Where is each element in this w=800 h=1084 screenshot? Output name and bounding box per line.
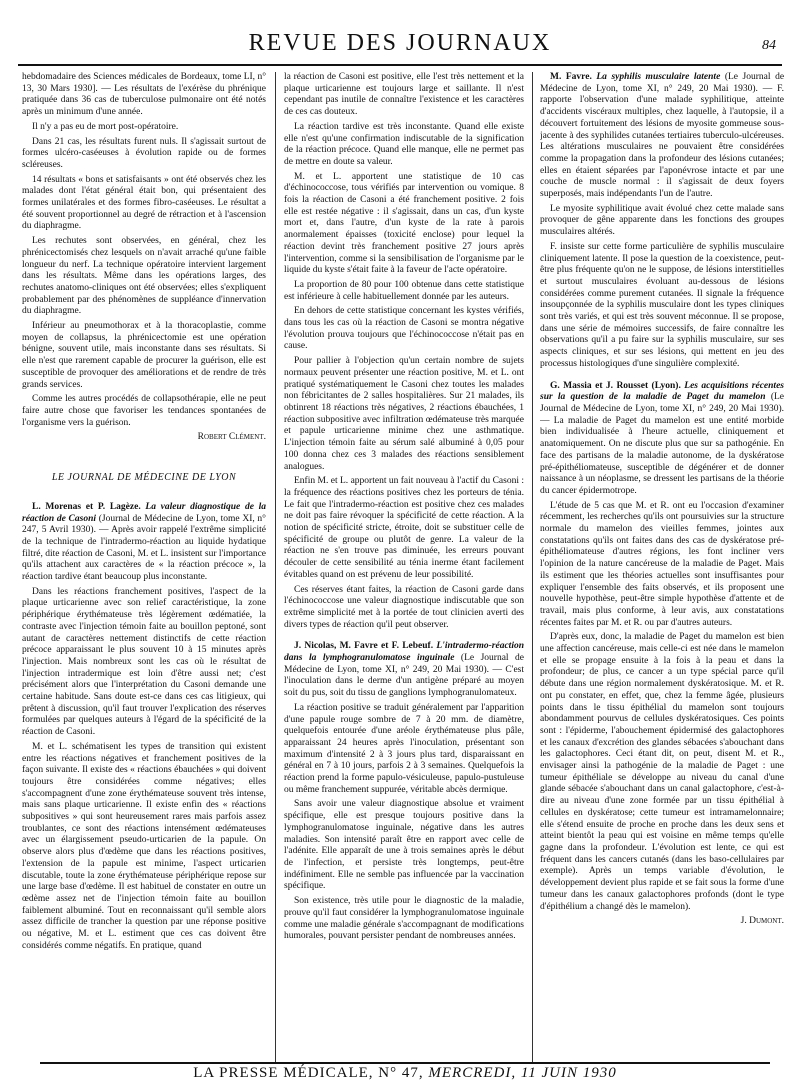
paragraph: M. et L. apportent une statistique de 10 cas d'échinococcose, tous vérifiés par intervention ou vomique. 8 fois la réaction de Casoni a été franchement positive. 2 fois elle est restée négative : il s'agissait, dans un cas, d'un kyste mort et, dans l'autre, d'un kyste de la rate à parois anormalement épaisses (toxicité enclose) pour lequel la réaction devint très franchement positive 27 jours après l'intervention, comme si la sensibilisation de l'organisme par le liquide du kyste s'était faite à la faveur de l'acte opératoire.: [284, 171, 524, 276]
article-title: La valeur diagnostique de la réaction de Casoni: [22, 501, 266, 524]
paragraph: Dans les réactions franchement positives, l'aspect de la plaque urticarienne avec son relief caractéristique, la zone périphérique érythémateuse très légèrement œdématiée, la contraste avec l'injection témoin faite au bouillon peptoné, sont autant de caractères nettement distinctifs de cette réaction précoce apparaissant le plus souvent 10 à 15 minutes après l'injection. Mais nombreux sont les cas où le résultat de l'injection intradermique est loin d'être aussi net; c'est précisément alors que l'interprétation du Casoni demande une certaine habitude. Sans doute est-ce dans ces cas litigieux, qui prêtent à discussion, qu'il faut trouver l'explication des réserves formulées par quelques auteurs à l'égard de la spécificité de la réaction de Casoni.: [22, 586, 266, 738]
paragraph: 14 résultats « bons et satisfaisants » ont été observés chez les malades dont l'état général était bon, qui présentaient des formes unilatérales et des formes fibro-caséeuses. Le résultat a été souvent proportionnel au degré de rétraction et à l'ascension du diaphragme.: [22, 174, 266, 232]
paragraph: Dans 21 cas, les résultats furent nuls. Il s'agissait surtout de formes ulcéro-caséeuses à évolution rapide ou de formes scléreuses.: [22, 136, 266, 170]
column-rule: [275, 72, 276, 1062]
page-number: 84: [762, 38, 776, 53]
paragraph: Inférieur au pneumothorax et à la thoracoplastie, comme moyen de collapsus, la phrénicectomie est une opération bénigne, souvent utile, mais inconstante dans ses résultats. Si elle n'est que rarement capable de procurer la guérison, elle est susceptible de provoquer des améliorations et de rendre de très grands services.: [22, 321, 266, 390]
article-authors: G. Massia et J. Rousset (Lyon).: [550, 380, 681, 391]
paragraph: la réaction de Casoni est positive, elle l'est très nettement et la plaque urticarienne est toujours large et saillante. Il n'est cependant pas inutile de connaître l'existence et les caractères de ces cas douteux.: [284, 72, 524, 118]
section-heading: LE JOURNAL DE MÉDECINE DE LYON: [51, 472, 237, 484]
article-intro: [540, 72, 784, 201]
journal-name: LA PRESSE MÉDICALE,: [193, 1065, 374, 1081]
article-authors: L. Morenas et P. Lagèze.: [32, 501, 141, 512]
paragraph: Comme les autres procédés de collapsothérapie, elle ne peut faire autre chose que favoriser les tendances spontanées de l'organisme vers la guérison.: [22, 394, 266, 428]
paragraph: M. et L. schématisent les types de transition qui existent entre les réactions négatives et franchement positives de la façon suivante. Il existe des « réactions ébauchées » qui doivent toujours être considérées comme négatives; elles s'accompagnent d'une zone érythémateuse souvent très intense, mais sans plaque urticarienne. Il existe enfin des « réactions subpositives » qui sont heureusement rares mais parfois assez troublantes, ce sont des réactions intensément œdémateuses avec un élargissement pseudo-urticarien de la papule. On observe alors plus d'œdème que dans les réactions positives, l'extension de la papule est minime, l'aspect urticarien discutable, toute la zone érythémateuse périphérique repose sur une large base d'œdème. Il est habituel de constater en outre un œdème assez net de l'injection témoin faite au bouillon faiblement albuminé. Tout en reconnaissant qu'il semble alors assez difficile de trancher la question par une réponse positive ou négative, M. et L. estiment que ces cas doivent être considérés comme négatifs. En pratique, quand: [22, 741, 266, 951]
paragraph: F. insiste sur cette forme particulière de syphilis musculaire cliniquement latente. Il pose la question de la coexistence, peut-être plus fréquente qu'on ne le suppose, de lésions interstitielles et surtout musculaires évoluant au-dessous de lésions considérées comme purement cutanées. Il signale la fréquence insoupçonnée de la syphilis musculaire dont les types cliniques sont très variés, et qui est très souvent méconnue. Il se propose, dans une série de mémoires successifs, de faire connaître les observations qu'il a pu faire sur la syphilis musculaire, sur ses aspects cliniques, et sur ses lésions, qui mettent en jeu des processus histologiques d'une singulière complexité.: [540, 241, 784, 369]
page-header: [18, 30, 782, 66]
paragraph: Sans avoir une valeur diagnostique absolue et vraiment spécifique, elle est presque toujours positive dans la lymphogranulomatose inguinale, négative dans les autres maladies. Son intensité paraît être en rapport avec celle de l'adénite. Elle apparaît de une à trois semaines après le début de l'infection, et persiste très longtemps, peut-être indéfiniment. Elle ne semble pas influencée par la vaccination spécifique.: [284, 799, 524, 892]
running-title: REVUE DES JOURNAUX: [248, 30, 552, 56]
column-rule: [532, 72, 533, 1062]
issue-number: N° 47,: [378, 1065, 424, 1081]
article-intro: [540, 381, 784, 498]
paragraph: L'étude de 5 cas que M. et R. ont eu l'occasion d'examiner récemment, les recherches qu'ils ont poursuivies sur la structure normale du mamelon des vieilles femmes, jointes aux constatations qu'ils ont faites dans des cas de dyskératose pré-épithéliomateuse d'autres régions, les font incliner vers l'opinion de la nature cancéreuse de la maladie de Paget. Mais ils estiment que les théories actuelles sont insuffisantes pour expliquer l'ensemble des faits observés, et ils proposent une nouvelle hypothèse, peut-être simple hypothèse d'attente et de travail, mais plus conforme, à leur avis, aux constatations récentes faites par M. et R. ou par d'autres auteurs.: [540, 500, 784, 628]
article-reference: (Le Journal de Médecine de Lyon, tome XI, n° 249, 20 Mai 1930). — C'est l'inoculation dans le derme d'un antigène préparé au moyen soit du pus, soit du tissu de ganglions lymphogranulomateux.: [284, 653, 524, 699]
signature: Robert Clément.: [197, 432, 266, 443]
issue-date: MERCREDI, 11 JUIN 1930: [428, 1065, 617, 1081]
article-title: L'intradermo-réaction dans la lymphogranulomatose inguinale: [284, 641, 524, 664]
article-reference: (Journal de Médecine de Lyon, tome XI, n° 247, 5 Avril 1930). — Après avoir rappelé l'extrême simplicité de la technique de l'intradermo-réaction au liquide hydatique filtré, dite réaction de Casoni, M. et L. insistent sur l'importance qu'ils attachent aux caractères de « la réaction précoce », la réaction tardive étant beaucoup plus inconstante.: [22, 513, 266, 583]
paragraph: hebdomadaire des Sciences médicales de Bordeaux, tome LI, n° 13, 30 Mars 1930]. — Les résultats de l'exérèse du phrénique pratiquée dans 36 cas de tuberculose pulmonaire ont été notés après un minimum d'une année.: [22, 72, 266, 118]
article-authors: M. Favre.: [550, 72, 592, 82]
article-reference: (Le Journal de Médecine de Lyon, tome XI, n° 249, 20 Mai 1930). — La maladie de Paget du mamelon est une entité morbide bien individualisée à l'heure actuelle, cliniquement et anatomiquement. On ne discute plus que sur sa pathogénie. En face des partisans de la maladie autonome, de la dyskératose pré-épithéliomateuse, susceptible de dégénérer et de donner naissance à un néoplasme, se dressent les partisans de la théorie du cancer épidermotrope.: [540, 392, 784, 496]
paragraph: La réaction positive se traduit généralement par l'apparition d'une papule rouge sombre de 7 à 20 mm. de diamètre, quelquefois entourée d'une aréole érythémateuse plus pâle, apparaissant 24 heures après l'inoculation, présentant son maximum d'intensité 2 à 3 jours plus tard, disparaissant en général en 7 à 10 jours, parfois 2 à 3 semaines. Quelquefois la réaction prend la forme papulo-vésiculeuse, papulo-pustuleuse ou même franchement suppurée, véritable abcès dermique.: [284, 702, 524, 795]
paragraph: Son existence, très utile pour le diagnostic de la maladie, prouve qu'il faut considérer la lymphogranulomatose inguinale comme une maladie générale s'accompagnant de modifications humorales, pouvant persister pendant de nombreuses années.: [284, 896, 524, 942]
paragraph: La réaction tardive est très inconstante. Quand elle existe elle n'est qu'une confirmation indiscutable de la signification de la réaction précoce. Quand elle manque, elle ne permet pas de mettre en doute sa valeur.: [284, 121, 524, 167]
paragraph: La proportion de 80 pour 100 obtenue dans cette statistique est inférieure à celle habituellement donnée par les auteurs.: [284, 279, 524, 302]
page-footer: [40, 1062, 770, 1084]
article-intro: [284, 641, 524, 700]
signature: J. Dumont.: [740, 916, 784, 927]
paragraph: En dehors de cette statistique concernant les kystes vérifiés, dans tous les cas où la réaction de Casoni se montra négative l'évolution prouva toujours que l'échinococcose n'était pas en cause.: [284, 306, 524, 352]
article-title: La syphilis musculaire latente: [596, 72, 721, 82]
paragraph: D'après eux, donc, la maladie de Paget du mamelon est bien une affection cancéreuse, mais celle-ci est née dans le mamelon et elle se propage ensuite à la fois à la peau et dans la profondeur; de plus, ce cancer a un type spécial parce qu'il débute dans une région normalement dyskératosique. M. et R. ont pu constater, en effet, que, chez la femme âgée, plusieurs points dans le tissu épithélial du mamelon sont toujours abondamment pourvus de cellules dyskératosiques. Ces points sont : l'épiderme, l'abouchement épidermisé des galactophores et les canaux d'excrétion des glandes sébacées s'abouchant dans les galactophores. Ceci étant dit, on peut, disent M. et R., envisager ainsi la pathogénie de la maladie de Paget : une tumeur épithéliale se développe au niveau du canal d'une glande sébacée s'abouchant dans un canal galactophore, c'est-à-dire au niveau d'une zone formée par un tissu épithélial à cellules en dyskératose; cette tumeur est intramamelonnaire; elle s'étend ensuite de proche en proche dans les deux sens et atteint bientôt la peau qui est voisine en même temps qu'elle gagne dans la profondeur. L'évolution est lente, ce qui est fréquent dans les cancers cutanés (dans les baso-cellulaires par exemple). Après un temps variable d'évolution, le développement devient plus rapide et se fait sous la forme d'une tumeur dans les canaux galactophores profonds (dont le type d'épithélium a changé dès le mamelon).: [540, 632, 784, 912]
column-3: [540, 72, 784, 1062]
paragraph: Le myosite syphilitique avait évolué chez cette malade sans provoquer de gêne apparente dans les fonctions des groupes musculaires altérés.: [540, 203, 784, 238]
article-intro: [22, 502, 266, 584]
article-title: Les acquisitions récentes sur la question de la maladie de Paget du mamelon: [540, 380, 784, 403]
paragraph: Enfin M. et L. apportent un fait nouveau à l'actif du Casoni : la fréquence des réactions positives chez les porteurs de ténia. Le fait que l'intradermo-réaction est positive chez ces malades ne doit pas faire révoquer la spécificité de cette réaction. A la notion de spécificité stricte, étroite, doit se substituer celle de spécificité de groupe ou plutôt de genre. La valeur de la réaction ne s'en trouve pas diminuée, les erreurs pouvant découler de cette sensibilité au ténia inerme étant facilement évitables quand on est prévenu de leur possibilité.: [284, 476, 524, 580]
paragraph: Les rechutes sont observées, en général, chez les phrénicectomisés chez lesquels on n'avait arraché qu'une faible longueur du nerf. La technique opératoire intervient largement dans les résultats. Même dans les opérations larges, des rechutes anatomo-cliniques ont été observées; elles s'expliquent probablement par des phénomènes de suppléance d'innervation du diaphragme.: [22, 236, 266, 317]
column-1: [22, 72, 266, 1062]
article-reference: (Le Journal de Médecine de Lyon, tome XI, n° 249, 20 Mai 1930). — F. rapporte l'observation d'une malade syphilitique, atteinte d'accidents viscéraux multiples, chez laquelle, à l'autopsie, il a découvert fortuitement des lésions de myosite gommeuse sous-jacente à des syphilides cutanées tertiaires tuberculo-ulcéreuses. Les altérations musculaires ne pouvaient être considérées comme la propagation dans la profondeur des lésions cutanées; elles en étaient séparées par l'aponévrose intacte et par une couche de muscle normal : il s'agissait de deux foyers superposés, mais indépendants l'un de l'autre.: [540, 72, 784, 200]
paragraph: Il n'y a pas eu de mort post-opératoire.: [32, 121, 179, 132]
paragraph: Ces réserves étant faites, la réaction de Casoni garde dans l'échinococcose une valeur diagnostique indiscutable que son extrême simplicité met à la portée de tout clinicien averti des divers types de réaction qu'il peut observer.: [284, 584, 524, 630]
article-authors: J. Nicolas, M. Favre et F. Lebeuf.: [294, 641, 434, 652]
paragraph: Pour pallier à l'objection qu'un certain nombre de sujets normaux peuvent présenter une réaction positive, M. et L. ont pratiqué systématiquement le Casoni chez toutes les malades non fébricitantes de 2 salles hospitalières. Sur 21 malades, ils obtinrent 18 réactions très négatives, 2 réactions ébauchées, 1 réaction subpositive avec infiltration œdémateuse très marquée et papule urticarienne minime chez une asthmatique. L'injection témoin faite au sérum salé albuminé à 0,05 pour 100 donna chez ces 3 malades des réactions sensiblement analogues.: [284, 356, 524, 472]
column-2: [284, 72, 524, 1062]
